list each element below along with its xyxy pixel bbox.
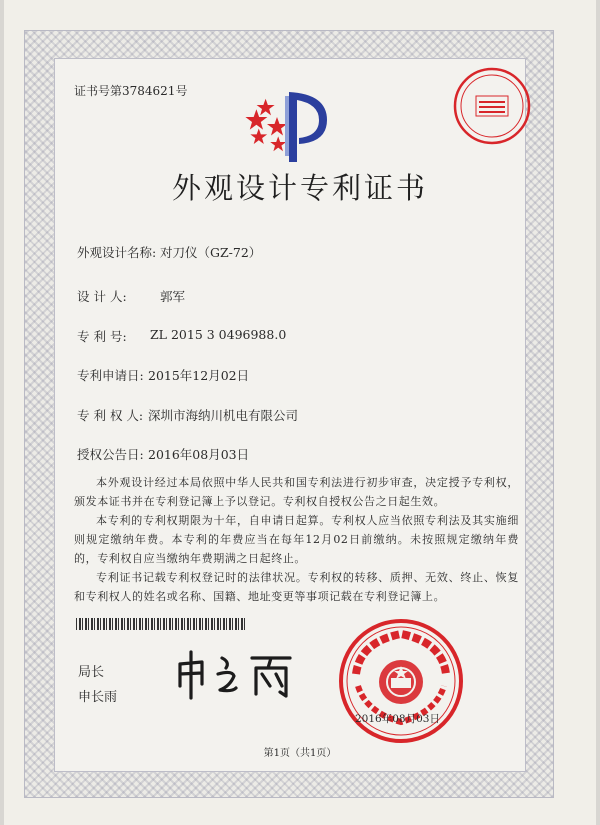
patent-number-label: 专 利 号: [77, 329, 127, 344]
certificate-number: 证书号第3784621号 [74, 84, 188, 98]
publication-date-value: 2016年08月03日 [148, 447, 250, 462]
publication-date-label: 授权公告日: [77, 447, 144, 462]
body-paragraph: 专利证书记载专利权登记时的法律状况。专利权的转移、质押、无效、终止、恢复和专利权人的姓名或名称、国籍、地址变更等事项记载在专利登记簿上。 [74, 571, 519, 603]
official-seal [336, 616, 466, 746]
certificate-title: 外观设计专利证书 [171, 171, 428, 205]
body-paragraph: 本专利的专利权期限为十年，自申请日起算。专利权人应当依照专利法及其实施细则规定缴纳年费。本专利的年费应当在每年12月02日前缴纳。未按照规定缴纳年费的，专利权自应当缴纳年费期满之日起终止。 [74, 514, 519, 565]
page-number: 第1页（共1页） [263, 748, 337, 759]
design-name-value: 对刀仪（GZ-72） [160, 245, 262, 260]
director-signature [172, 646, 302, 702]
design-name-label: 外观设计名称: [77, 245, 157, 260]
designer-value: 郭军 [160, 289, 186, 304]
patentee-label: 专 利 权 人: [77, 408, 144, 423]
tax-stamp-seal [452, 66, 532, 146]
patentee-value: 深圳市海纳川机电有限公司 [148, 408, 299, 423]
application-date-value: 2015年12月02日 [148, 368, 250, 383]
director-title: 局长 [78, 665, 105, 680]
application-date-label: 专利申请日: [77, 368, 144, 383]
patent-office-logo-icon [245, 88, 337, 168]
director-name: 申长雨 [78, 690, 118, 705]
patent-number-value: ZL 2015 3 0496988.0 [150, 327, 287, 342]
seal-date: 2016年08月03日 [355, 713, 440, 725]
designer-label: 设 计 人: [77, 289, 127, 304]
body-paragraph: 本外观设计经过本局依照中华人民共和国专利法进行初步审查，决定授予专利权，颁发本证书并在专利登记簿上予以登记。专利权自授权公告之日起生效。 [74, 476, 519, 508]
barcode [76, 618, 246, 630]
